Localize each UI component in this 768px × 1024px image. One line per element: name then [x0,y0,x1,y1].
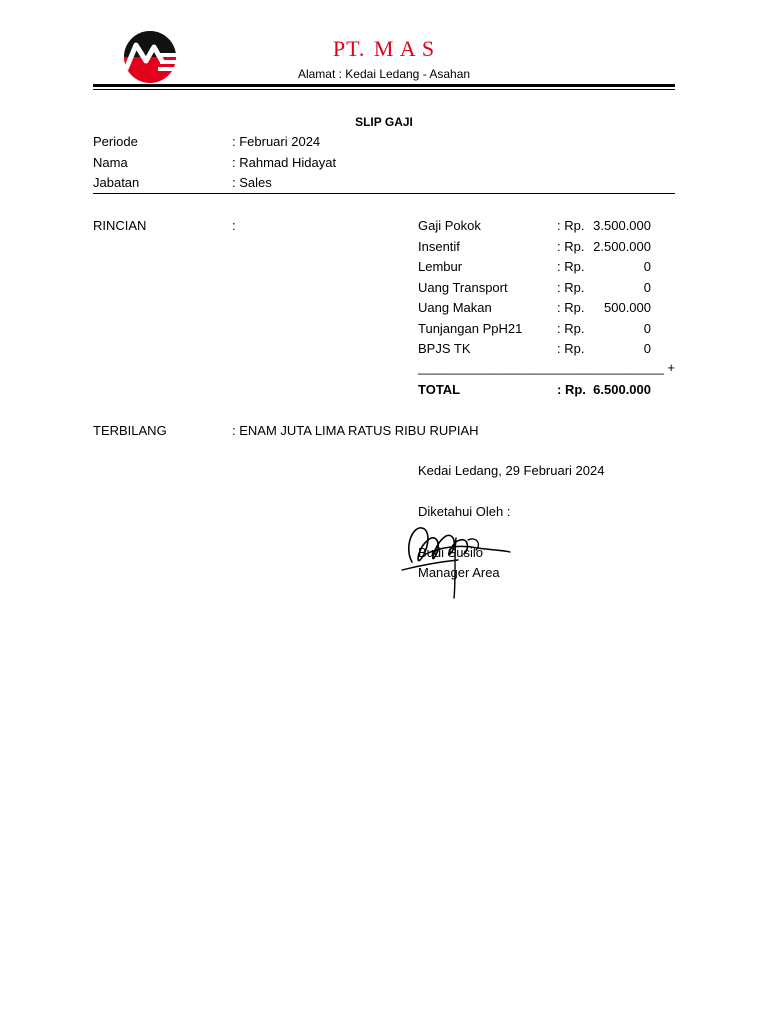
item-rp-uang-makan: : Rp. [557,300,585,315]
item-rp-bpjs-tk: : Rp. [557,341,585,356]
header-rule [93,84,675,87]
item-amount-gaji-pokok: 3.500.000 [593,218,651,233]
item-rp-tunjangan-pph21: : Rp. [557,321,585,336]
total-label: TOTAL [418,382,461,397]
item-name-insentif: Insentif [418,239,460,254]
item-rp-insentif: : Rp. [557,239,585,254]
company-name: PT. M A S [332,36,436,61]
terbilang-label: TERBILANG [93,423,167,438]
item-name-uang-makan: Uang Makan [418,300,492,315]
item-amount-insentif: 2.500.000 [593,239,651,254]
item-amount-uang-makan: 500.000 [604,300,651,315]
item-name-gaji-pokok: Gaji Pokok [418,218,481,233]
sum-line: __________________________________ + [418,360,676,375]
item-amount-bpjs-tk: 0 [643,341,651,356]
known-by-label: Diketahui Oleh : [418,504,511,519]
item-amount-lembur: 0 [643,259,651,274]
item-name-uang-transport: Uang Transport [418,280,508,295]
rincian-label: RINCIAN [93,218,147,233]
item-rp-lembur: : Rp. [557,259,585,274]
field-label-jabatan: Jabatan [93,175,140,190]
total-rp: : Rp. [557,382,586,397]
item-rp-uang-transport: : Rp. [557,280,585,295]
item-name-lembur: Lembur [418,259,463,274]
signature-icon [398,518,516,600]
item-amount-uang-transport: 0 [643,280,651,295]
field-value-periode: : Februari 2024 [232,134,321,149]
terbilang-value: : ENAM JUTA LIMA RATUS RIBU RUPIAH [232,423,479,438]
item-name-bpjs-tk: BPJS TK [418,341,471,356]
section-divider [93,193,675,194]
item-name-tunjangan-pph21: Tunjangan PpH21 [418,321,523,336]
field-label-nama: Nama [93,155,128,170]
item-amount-tunjangan-pph21: 0 [643,321,651,336]
item-rp-gaji-pokok: : Rp. [557,218,585,233]
slip-title: SLIP GAJI [355,115,413,129]
signer-name: Budi Susilo [418,545,484,560]
signer-title: Manager Area [418,565,500,580]
field-value-nama: : Rahmad Hidayat [232,155,337,170]
header-rule-thin [93,89,675,90]
company-address: Alamat : Kedai Ledang - Asahan [297,67,471,81]
field-value-jabatan: : Sales [232,175,272,190]
field-label-periode: Periode [93,134,138,149]
rincian-colon: : [232,218,236,233]
place-date: Kedai Ledang, 29 Februari 2024 [418,463,605,478]
total-amount: 6.500.000 [593,382,651,397]
